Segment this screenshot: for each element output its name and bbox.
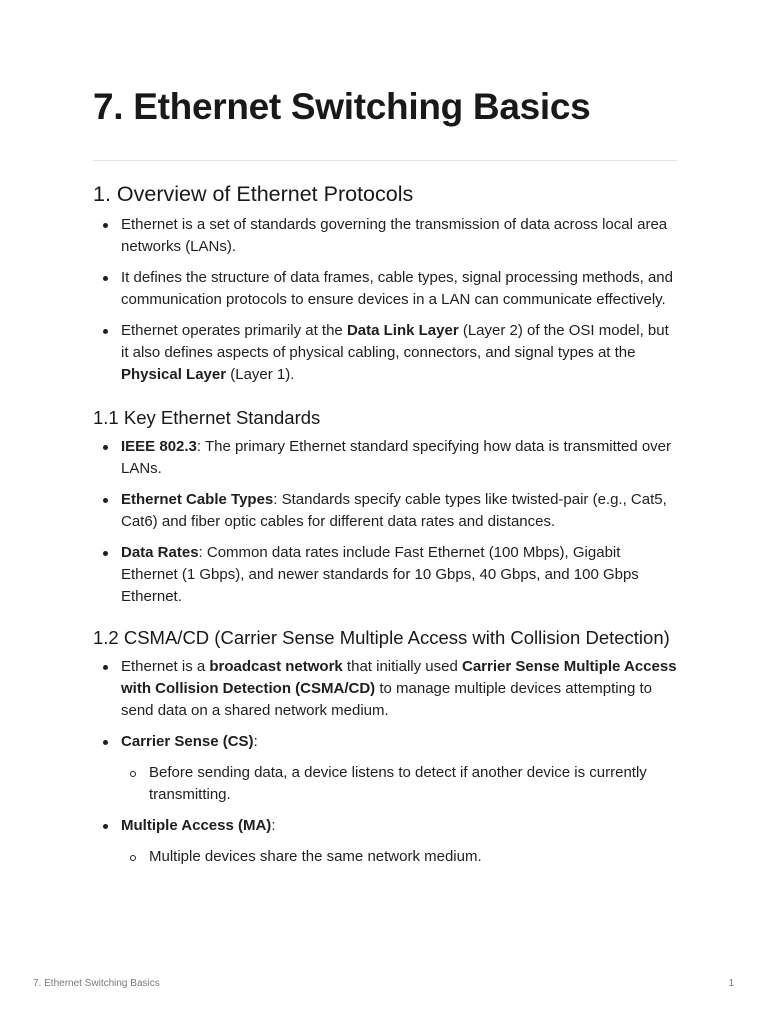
text-run: : The primary Ethernet standard specifying how data is transmitted over LANs. [121,438,672,477]
sub-list [121,762,677,806]
page-title: 7. Ethernet Switching Basics [93,86,591,127]
list-item: Ethernet is a set of standards governing the transmission of data across local area networks (LANs). [93,214,677,258]
list-item [93,731,677,806]
text-run: (Layer 2) of the OSI model, but it also defines aspects of physical cabling, connectors, and signal types at the [121,322,669,361]
title-divider [93,160,677,161]
text-run: to manage multiple devices attempting to send data on a shared network medium. [121,680,652,719]
bold-term: IEEE 802.3 [121,438,197,455]
bold-term: Multiple Access (MA) [121,817,272,834]
bold-term: broadcast network [209,658,343,675]
list-item [93,320,677,386]
section-heading-overview: 1. Overview of Ethernet Protocols [93,182,414,206]
list-item [93,542,677,608]
bold-term: Data Link Layer [346,322,459,339]
text-run: : Common data rates include Fast Ethernet (100 Mbps), Gigabit Ethernet (1 Gbps), and newer standards for 10 Gbps, 40 Gbps, and 100 Gbps Ethernet. [121,544,639,605]
text-run: Ethernet is a [121,658,210,675]
list-item [93,489,677,533]
bold-term: Data Rates [121,544,199,561]
sub-list [121,846,677,868]
text-run: : [253,733,258,750]
standards-list [93,436,677,608]
document-body [93,180,677,877]
bold-term: Physical Layer [121,366,227,383]
bold-term: Carrier Sense (CS) [121,733,254,750]
bold-term: Ethernet Cable Types [121,491,274,508]
overview-list [93,214,677,386]
sub-list-item: Multiple devices share the same network medium. [121,846,677,868]
list-item [93,815,677,868]
section-heading-csma-cd: 1.2 CSMA/CD (Carrier Sense Multiple Access with Collision Detection) [93,627,670,648]
footer-page-number: 1 [728,978,734,989]
list-item: It defines the structure of data frames, cable types, signal processing methods, and communication protocols to ensure devices in a LAN can communicate effectively. [93,267,677,311]
bold-term: Carrier Sense Multiple Access with Collision Detection (CSMA/CD) [121,658,677,697]
text-run: (Layer 1). [226,366,295,383]
csma-list [93,656,677,868]
list-item [93,436,677,480]
footer-doc-title: 7. Ethernet Switching Basics [33,978,160,989]
sub-list-item: Before sending data, a device listens to detect if another device is currently transmitting. [121,762,677,806]
text-run: that initially used [342,658,462,675]
section-heading-key-standards: 1.1 Key Ethernet Standards [93,407,321,428]
text-run: Ethernet operates primarily at the [121,322,347,339]
list-item [93,656,677,722]
text-run: : [271,817,276,834]
text-run: : Standards specify cable types like twisted-pair (e.g., Cat5, Cat6) and fiber optic cables for different data rates and distances. [121,491,667,530]
